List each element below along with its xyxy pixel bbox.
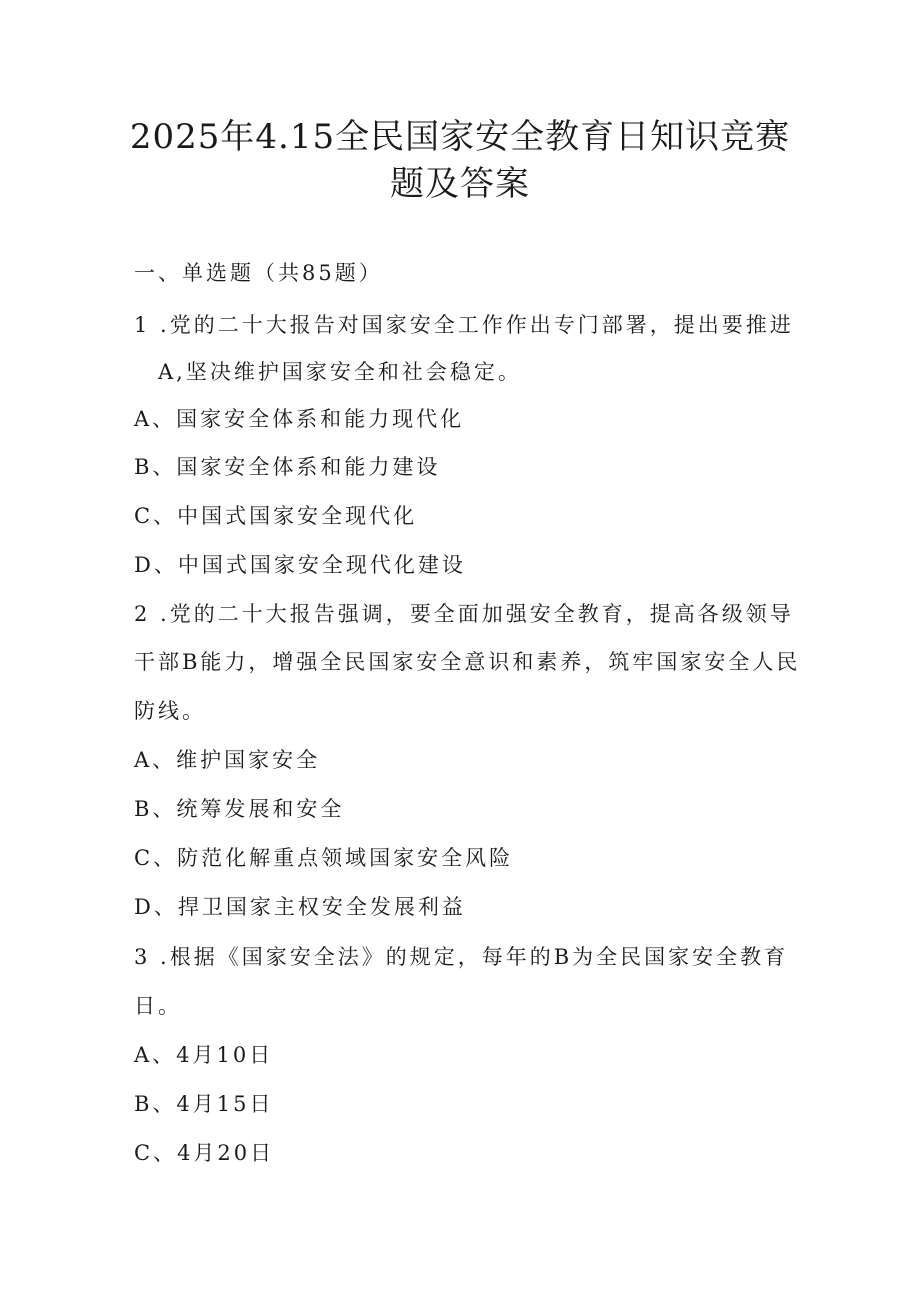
question-1-option-d: D、中国式国家安全现代化建设 (134, 553, 466, 577)
question-3-option-a: A、4月10日 (134, 1043, 274, 1067)
question-2-option-b: B、统筹发展和安全 (134, 797, 345, 821)
section-heading: 一、单选题（共85题） (134, 261, 383, 285)
question-1-text-line-2: A,坚决维护国家安全和社会稳定。 (158, 360, 522, 384)
question-1-option-c: C、中国式国家安全现代化 (134, 504, 418, 528)
question-2-text-line-2: 干部B能力，增强全民国家安全意识和素养，筑牢国家安全人民 (134, 650, 801, 674)
question-1-option-b: B、国家安全体系和能力建设 (134, 455, 441, 479)
question-1-option-a: A、国家安全体系和能力现代化 (134, 407, 465, 431)
question-2-option-a: A、维护国家安全 (134, 748, 321, 772)
document-title-line-2: 题及答案 (390, 164, 530, 204)
question-2-text-line-1: 2 .党的二十大报告强调，要全面加强安全教育，提高各级领导 (134, 602, 794, 626)
question-3-text-line-1: 3 .根据《国家安全法》的规定，每年的B为全民国家安全教育 (134, 945, 789, 969)
question-2-text-line-3: 防线。 (134, 699, 206, 723)
document-title-line-1: 2025年4.15全民国家安全教育日知识竞赛 (129, 117, 791, 157)
question-1-text-line-1: 1 .党的二十大报告对国家安全工作作出专门部署，提出要推进 (134, 313, 794, 337)
question-3-text-line-2: 日。 (134, 994, 182, 1018)
question-2-option-d: D、捍卫国家主权安全发展利益 (134, 895, 466, 919)
question-2-option-c: C、防范化解重点领域国家安全风险 (134, 846, 514, 870)
question-3-option-b: B、4月15日 (134, 1092, 274, 1116)
question-3-option-c: C、4月20日 (134, 1141, 275, 1165)
